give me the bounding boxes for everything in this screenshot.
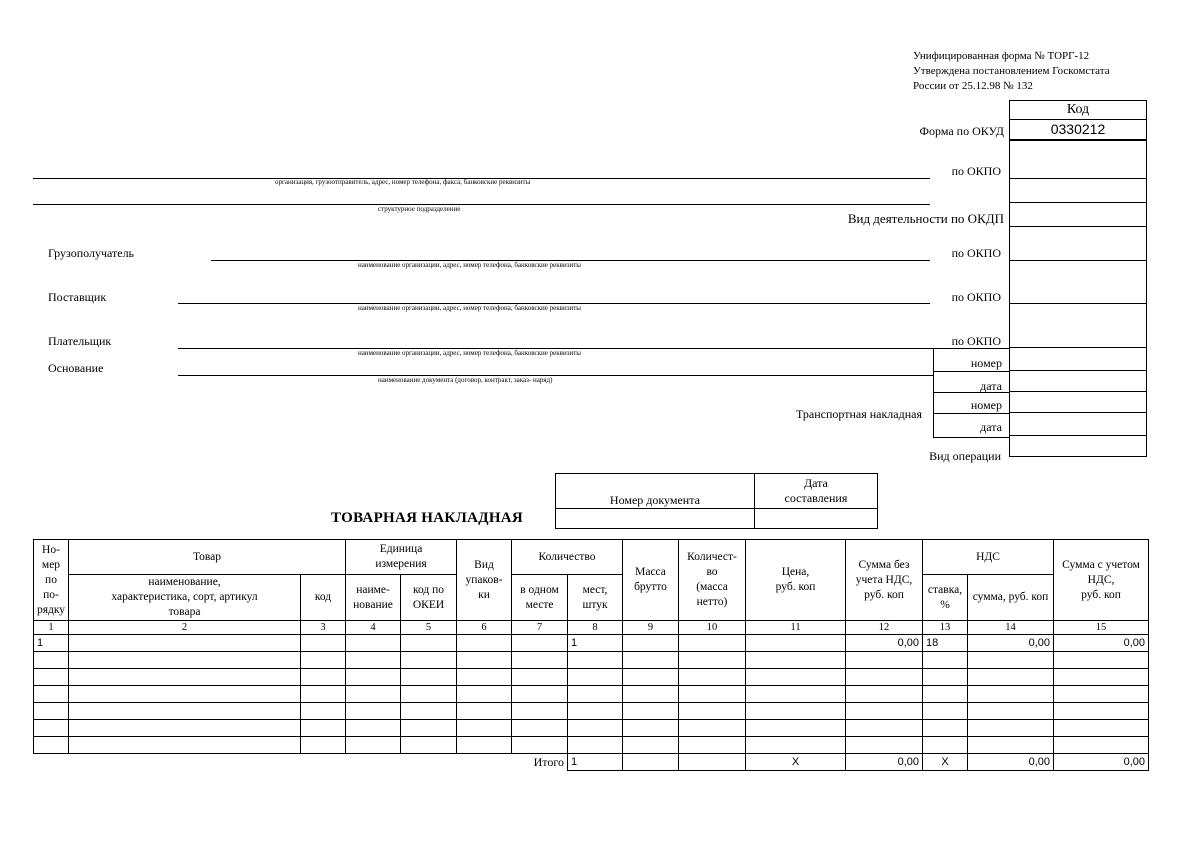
- document-title: ТОВАРНАЯ НАКЛАДНАЯ: [331, 510, 524, 526]
- column-number: 5: [401, 621, 457, 635]
- cell-net-qty[interactable]: [679, 686, 746, 703]
- operation-type-label: Вид операции: [929, 449, 1001, 463]
- code-box: [1009, 100, 1147, 457]
- doc-date-header: [754, 474, 877, 509]
- cell-unit-name[interactable]: [346, 686, 401, 703]
- col-header-sum-vat: Сумма с учетом НДС, руб. коп: [1054, 540, 1149, 621]
- okpo-field-payer[interactable]: [1010, 304, 1146, 348]
- cell-vat-sum[interactable]: [968, 669, 1054, 686]
- cell-unit-okei[interactable]: [401, 635, 457, 652]
- cell-sum-novat[interactable]: [846, 737, 923, 754]
- col-header-vat: НДС: [923, 540, 1054, 575]
- okpo-field-shipper[interactable]: [1010, 141, 1146, 179]
- form-header-line: Утверждена постановлением Госкомстата: [913, 65, 1110, 77]
- basis-number-field[interactable]: [1010, 348, 1146, 371]
- doc-number-label: Номер документа: [609, 493, 700, 507]
- col-header-num: Но- мер по по- рядку: [34, 540, 69, 621]
- cell-vat-rate[interactable]: [923, 737, 968, 754]
- column-number-row: [34, 621, 1149, 635]
- column-number: 4: [346, 621, 401, 635]
- cell-vat-sum[interactable]: [968, 652, 1054, 669]
- cell-price[interactable]: [746, 686, 846, 703]
- cell-vat-rate[interactable]: 18: [923, 635, 968, 652]
- cell-pack-type[interactable]: [457, 669, 512, 686]
- col-header-unit-okei: код по ОКЕИ: [401, 575, 457, 621]
- cell-qty-one-place[interactable]: [512, 669, 568, 686]
- col-header-goods-code: код: [301, 575, 346, 621]
- table-row: [34, 737, 1149, 754]
- cell-net-qty[interactable]: [679, 652, 746, 669]
- cell-price[interactable]: [746, 737, 846, 754]
- cell-goods-name[interactable]: [69, 669, 301, 686]
- total-vat-rate: Х: [923, 754, 968, 771]
- doc-number-box: [555, 473, 878, 529]
- doc-date-field[interactable]: [754, 509, 877, 529]
- code-box-title: Код: [1010, 101, 1146, 120]
- cell-vat-rate[interactable]: [923, 703, 968, 720]
- cell-qty-one-place[interactable]: [512, 686, 568, 703]
- cell-unit-okei[interactable]: [401, 737, 457, 754]
- cell-vat-sum[interactable]: 0,00: [968, 635, 1054, 652]
- cell-goods-code[interactable]: [301, 703, 346, 720]
- basis-date-field[interactable]: [1010, 371, 1146, 392]
- cell-gross-mass[interactable]: [623, 652, 679, 669]
- supplier-caption: наименование организации, адрес, номер телефона, банковские реквизиты: [358, 304, 581, 312]
- waybill-date-field[interactable]: [1010, 413, 1146, 436]
- cell-qty-one-place[interactable]: [512, 703, 568, 720]
- cell-unit-okei[interactable]: [401, 720, 457, 737]
- cell-qty-places[interactable]: [568, 652, 623, 669]
- cell-sum-novat[interactable]: [846, 720, 923, 737]
- cell-vat-sum[interactable]: [968, 703, 1054, 720]
- basis-label: Основание: [48, 361, 104, 375]
- cell-goods-code[interactable]: [301, 652, 346, 669]
- cell-unit-name[interactable]: [346, 669, 401, 686]
- cell-sum-novat[interactable]: [846, 669, 923, 686]
- cell-gross-mass[interactable]: [623, 720, 679, 737]
- col-header-unit: Единица измерения: [346, 540, 457, 575]
- table-row: [34, 703, 1149, 720]
- table-row: [34, 652, 1149, 669]
- transport-waybill-label: Транспортная накладная: [796, 407, 922, 421]
- cell-qty-places[interactable]: [568, 720, 623, 737]
- cell-qty-one-place[interactable]: [512, 652, 568, 669]
- okud-code-field[interactable]: 0330212: [1010, 120, 1146, 141]
- cell-sum-vat[interactable]: [1054, 652, 1149, 669]
- cell-goods-name[interactable]: [69, 686, 301, 703]
- cell-price[interactable]: [746, 720, 846, 737]
- cell-unit-name[interactable]: [346, 737, 401, 754]
- col-header-pack: Вид упаков- ки: [457, 540, 512, 621]
- table-row: [34, 720, 1149, 737]
- operation-type-field[interactable]: [1010, 436, 1146, 456]
- col-header-unit-name: наиме- нование: [346, 575, 401, 621]
- cell-sum-novat[interactable]: [846, 686, 923, 703]
- doc-date-label: Дата: [803, 476, 828, 490]
- cell-unit-name[interactable]: [346, 720, 401, 737]
- col-header-gross: Масса брутто: [623, 540, 679, 621]
- cell-sum-vat[interactable]: 0,00: [1054, 635, 1149, 652]
- goods-table: [33, 539, 1149, 771]
- cell-pack-type[interactable]: [457, 737, 512, 754]
- cell-vat-sum[interactable]: [968, 686, 1054, 703]
- total-gross[interactable]: [623, 754, 679, 771]
- cell-net-qty[interactable]: [679, 635, 746, 652]
- cell-row-num[interactable]: [34, 686, 69, 703]
- column-number: 6: [457, 621, 512, 635]
- cell-sum-vat[interactable]: [1054, 686, 1149, 703]
- col-header-vat-rate: ставка, %: [923, 575, 968, 621]
- table-row: [34, 635, 1149, 652]
- cell-gross-mass[interactable]: [623, 635, 679, 652]
- cell-goods-code[interactable]: [301, 720, 346, 737]
- cell-qty-one-place[interactable]: [512, 737, 568, 754]
- cell-goods-code[interactable]: [301, 686, 346, 703]
- cell-gross-mass[interactable]: [623, 703, 679, 720]
- column-number: 7: [512, 621, 568, 635]
- goods-rows: [34, 635, 1149, 754]
- waybill-number-label: номер: [934, 393, 1010, 414]
- okpo-label-shipper: по ОКПО: [951, 164, 1001, 178]
- column-number: 11: [746, 621, 846, 635]
- okpo-label-payer: по ОКПО: [951, 334, 1001, 348]
- cell-price[interactable]: [746, 703, 846, 720]
- basis-number-label: номер: [934, 349, 1010, 372]
- table-row: [34, 669, 1149, 686]
- table-row: [34, 686, 1149, 703]
- doc-date-label: составления: [784, 491, 848, 505]
- waybill-number-field[interactable]: [1010, 392, 1146, 413]
- cell-pack-type[interactable]: [457, 635, 512, 652]
- cell-sum-vat[interactable]: [1054, 703, 1149, 720]
- column-number: 10: [679, 621, 746, 635]
- total-places[interactable]: 1: [568, 754, 623, 771]
- basis-date-label: дата: [934, 372, 1010, 393]
- cell-net-qty[interactable]: [679, 720, 746, 737]
- cell-row-num[interactable]: [34, 703, 69, 720]
- cell-net-qty[interactable]: [679, 737, 746, 754]
- okpo-field-supplier[interactable]: [1010, 261, 1146, 304]
- col-header-qty: Количество: [512, 540, 623, 575]
- cell-sum-vat[interactable]: [1054, 720, 1149, 737]
- column-number: 12: [846, 621, 923, 635]
- cell-sum-novat[interactable]: [846, 703, 923, 720]
- cell-goods-name[interactable]: [69, 635, 301, 652]
- cell-price[interactable]: [746, 669, 846, 686]
- cell-row-num[interactable]: 1: [34, 635, 69, 652]
- division-line[interactable]: [33, 204, 930, 205]
- cell-unit-name[interactable]: [346, 652, 401, 669]
- form-header-line: Унифицированная форма № ТОРГ-12: [913, 50, 1090, 62]
- form-header-line: России от 25.12.98 № 132: [913, 80, 1033, 92]
- cell-qty-places[interactable]: [568, 669, 623, 686]
- column-number: 1: [34, 621, 69, 635]
- cell-net-qty[interactable]: [679, 703, 746, 720]
- okpo-label-supplier: по ОКПО: [951, 290, 1001, 304]
- cell-sum-vat[interactable]: [1054, 669, 1149, 686]
- total-label: Итого: [533, 754, 565, 769]
- okud-label: Форма по ОКУД: [919, 124, 1004, 138]
- cell-qty-one-place[interactable]: [512, 635, 568, 652]
- okdp-field[interactable]: [1010, 203, 1146, 227]
- cell-sum-novat[interactable]: 0,00: [846, 635, 923, 652]
- cell-price[interactable]: [746, 652, 846, 669]
- total-sum-vat[interactable]: 0,00: [1054, 754, 1149, 771]
- column-number: 15: [1054, 621, 1149, 635]
- basis-transport-box: [933, 348, 1010, 438]
- total-net[interactable]: [679, 754, 746, 771]
- okpo-label-consignee: по ОКПО: [951, 246, 1001, 260]
- cell-pack-type[interactable]: [457, 720, 512, 737]
- col-header-sum-novat: Сумма без учета НДС, руб. коп: [846, 540, 923, 621]
- consignee-label: Грузополучатель: [48, 246, 135, 260]
- total-sum-novat[interactable]: 0,00: [846, 754, 923, 771]
- cell-goods-code[interactable]: [301, 737, 346, 754]
- cell-unit-okei[interactable]: [401, 669, 457, 686]
- cell-unit-okei[interactable]: [401, 652, 457, 669]
- column-number: 2: [69, 621, 301, 635]
- cell-gross-mass[interactable]: [623, 686, 679, 703]
- column-number: 8: [568, 621, 623, 635]
- cell-price[interactable]: [746, 635, 846, 652]
- totals-row: [34, 754, 1149, 771]
- basis-caption: наименование документа (договор, контракт, заказ- наряд): [378, 376, 553, 384]
- doc-number-header: [556, 474, 755, 509]
- payer-label: Плательщик: [48, 334, 112, 348]
- basis-line[interactable]: [178, 375, 933, 376]
- cell-gross-mass[interactable]: [623, 669, 679, 686]
- division-code-field[interactable]: [1010, 179, 1146, 203]
- cell-goods-name[interactable]: [69, 652, 301, 669]
- cell-goods-name[interactable]: [69, 737, 301, 754]
- doc-number-field[interactable]: [556, 509, 755, 529]
- division-caption: структурное подразделение: [378, 205, 461, 213]
- cell-vat-rate[interactable]: [923, 669, 968, 686]
- cell-goods-code[interactable]: [301, 669, 346, 686]
- cell-row-num[interactable]: [34, 737, 69, 754]
- shipper-caption: организация, грузоотправитель, адрес, номер телефона, факса, банковские реквизиты: [275, 178, 531, 186]
- cell-pack-type[interactable]: [457, 686, 512, 703]
- column-number: 9: [623, 621, 679, 635]
- cell-row-num[interactable]: [34, 669, 69, 686]
- cell-sum-novat[interactable]: [846, 652, 923, 669]
- cell-gross-mass[interactable]: [623, 737, 679, 754]
- cell-vat-sum[interactable]: [968, 737, 1054, 754]
- cell-qty-places[interactable]: [568, 737, 623, 754]
- supplier-label: Поставщик: [48, 290, 107, 304]
- cell-vat-rate[interactable]: [923, 686, 968, 703]
- cell-row-num[interactable]: [34, 652, 69, 669]
- column-number: 3: [301, 621, 346, 635]
- cell-pack-type[interactable]: [457, 652, 512, 669]
- col-header-net: Количест- во (масса нетто): [679, 540, 746, 621]
- okpo-field-consignee[interactable]: [1010, 227, 1146, 261]
- cell-vat-rate[interactable]: [923, 652, 968, 669]
- cell-unit-name[interactable]: [346, 703, 401, 720]
- cell-goods-name[interactable]: [69, 720, 301, 737]
- total-price: Х: [746, 754, 846, 771]
- waybill-date-label: дата: [980, 420, 1002, 434]
- cell-qty-one-place[interactable]: [512, 720, 568, 737]
- cell-unit-name[interactable]: [346, 635, 401, 652]
- payer-caption: наименование организации, адрес, номер телефона, банковские реквизиты: [358, 349, 581, 357]
- cell-qty-places[interactable]: [568, 686, 623, 703]
- cell-sum-vat[interactable]: [1054, 737, 1149, 754]
- cell-vat-sum[interactable]: [968, 720, 1054, 737]
- column-number: 14: [968, 621, 1054, 635]
- form-header: [913, 49, 1110, 94]
- cell-pack-type[interactable]: [457, 703, 512, 720]
- consignee-caption: наименование организации, адрес, номер телефона, банковские реквизиты: [358, 261, 581, 269]
- cell-unit-okei[interactable]: [401, 686, 457, 703]
- okdp-label: Вид деятельности по ОКДП: [847, 211, 1004, 226]
- col-header-qty-places: мест, штук: [568, 575, 623, 621]
- col-header-qty-one: в одном месте: [512, 575, 568, 621]
- cell-qty-places[interactable]: [568, 703, 623, 720]
- total-vat-sum[interactable]: 0,00: [968, 754, 1054, 771]
- cell-net-qty[interactable]: [679, 669, 746, 686]
- cell-unit-okei[interactable]: [401, 703, 457, 720]
- cell-vat-rate[interactable]: [923, 720, 968, 737]
- cell-qty-places[interactable]: 1: [568, 635, 623, 652]
- col-header-goods-name: наименование, характеристика, сорт, артикул товара: [69, 575, 301, 621]
- column-number: 13: [923, 621, 968, 635]
- cell-goods-name[interactable]: [69, 703, 301, 720]
- col-header-vat-sum: сумма, руб. коп: [968, 575, 1054, 621]
- col-header-goods: Товар: [69, 540, 346, 575]
- cell-goods-code[interactable]: [301, 635, 346, 652]
- cell-row-num[interactable]: [34, 720, 69, 737]
- col-header-price: Цена, руб. коп: [746, 540, 846, 621]
